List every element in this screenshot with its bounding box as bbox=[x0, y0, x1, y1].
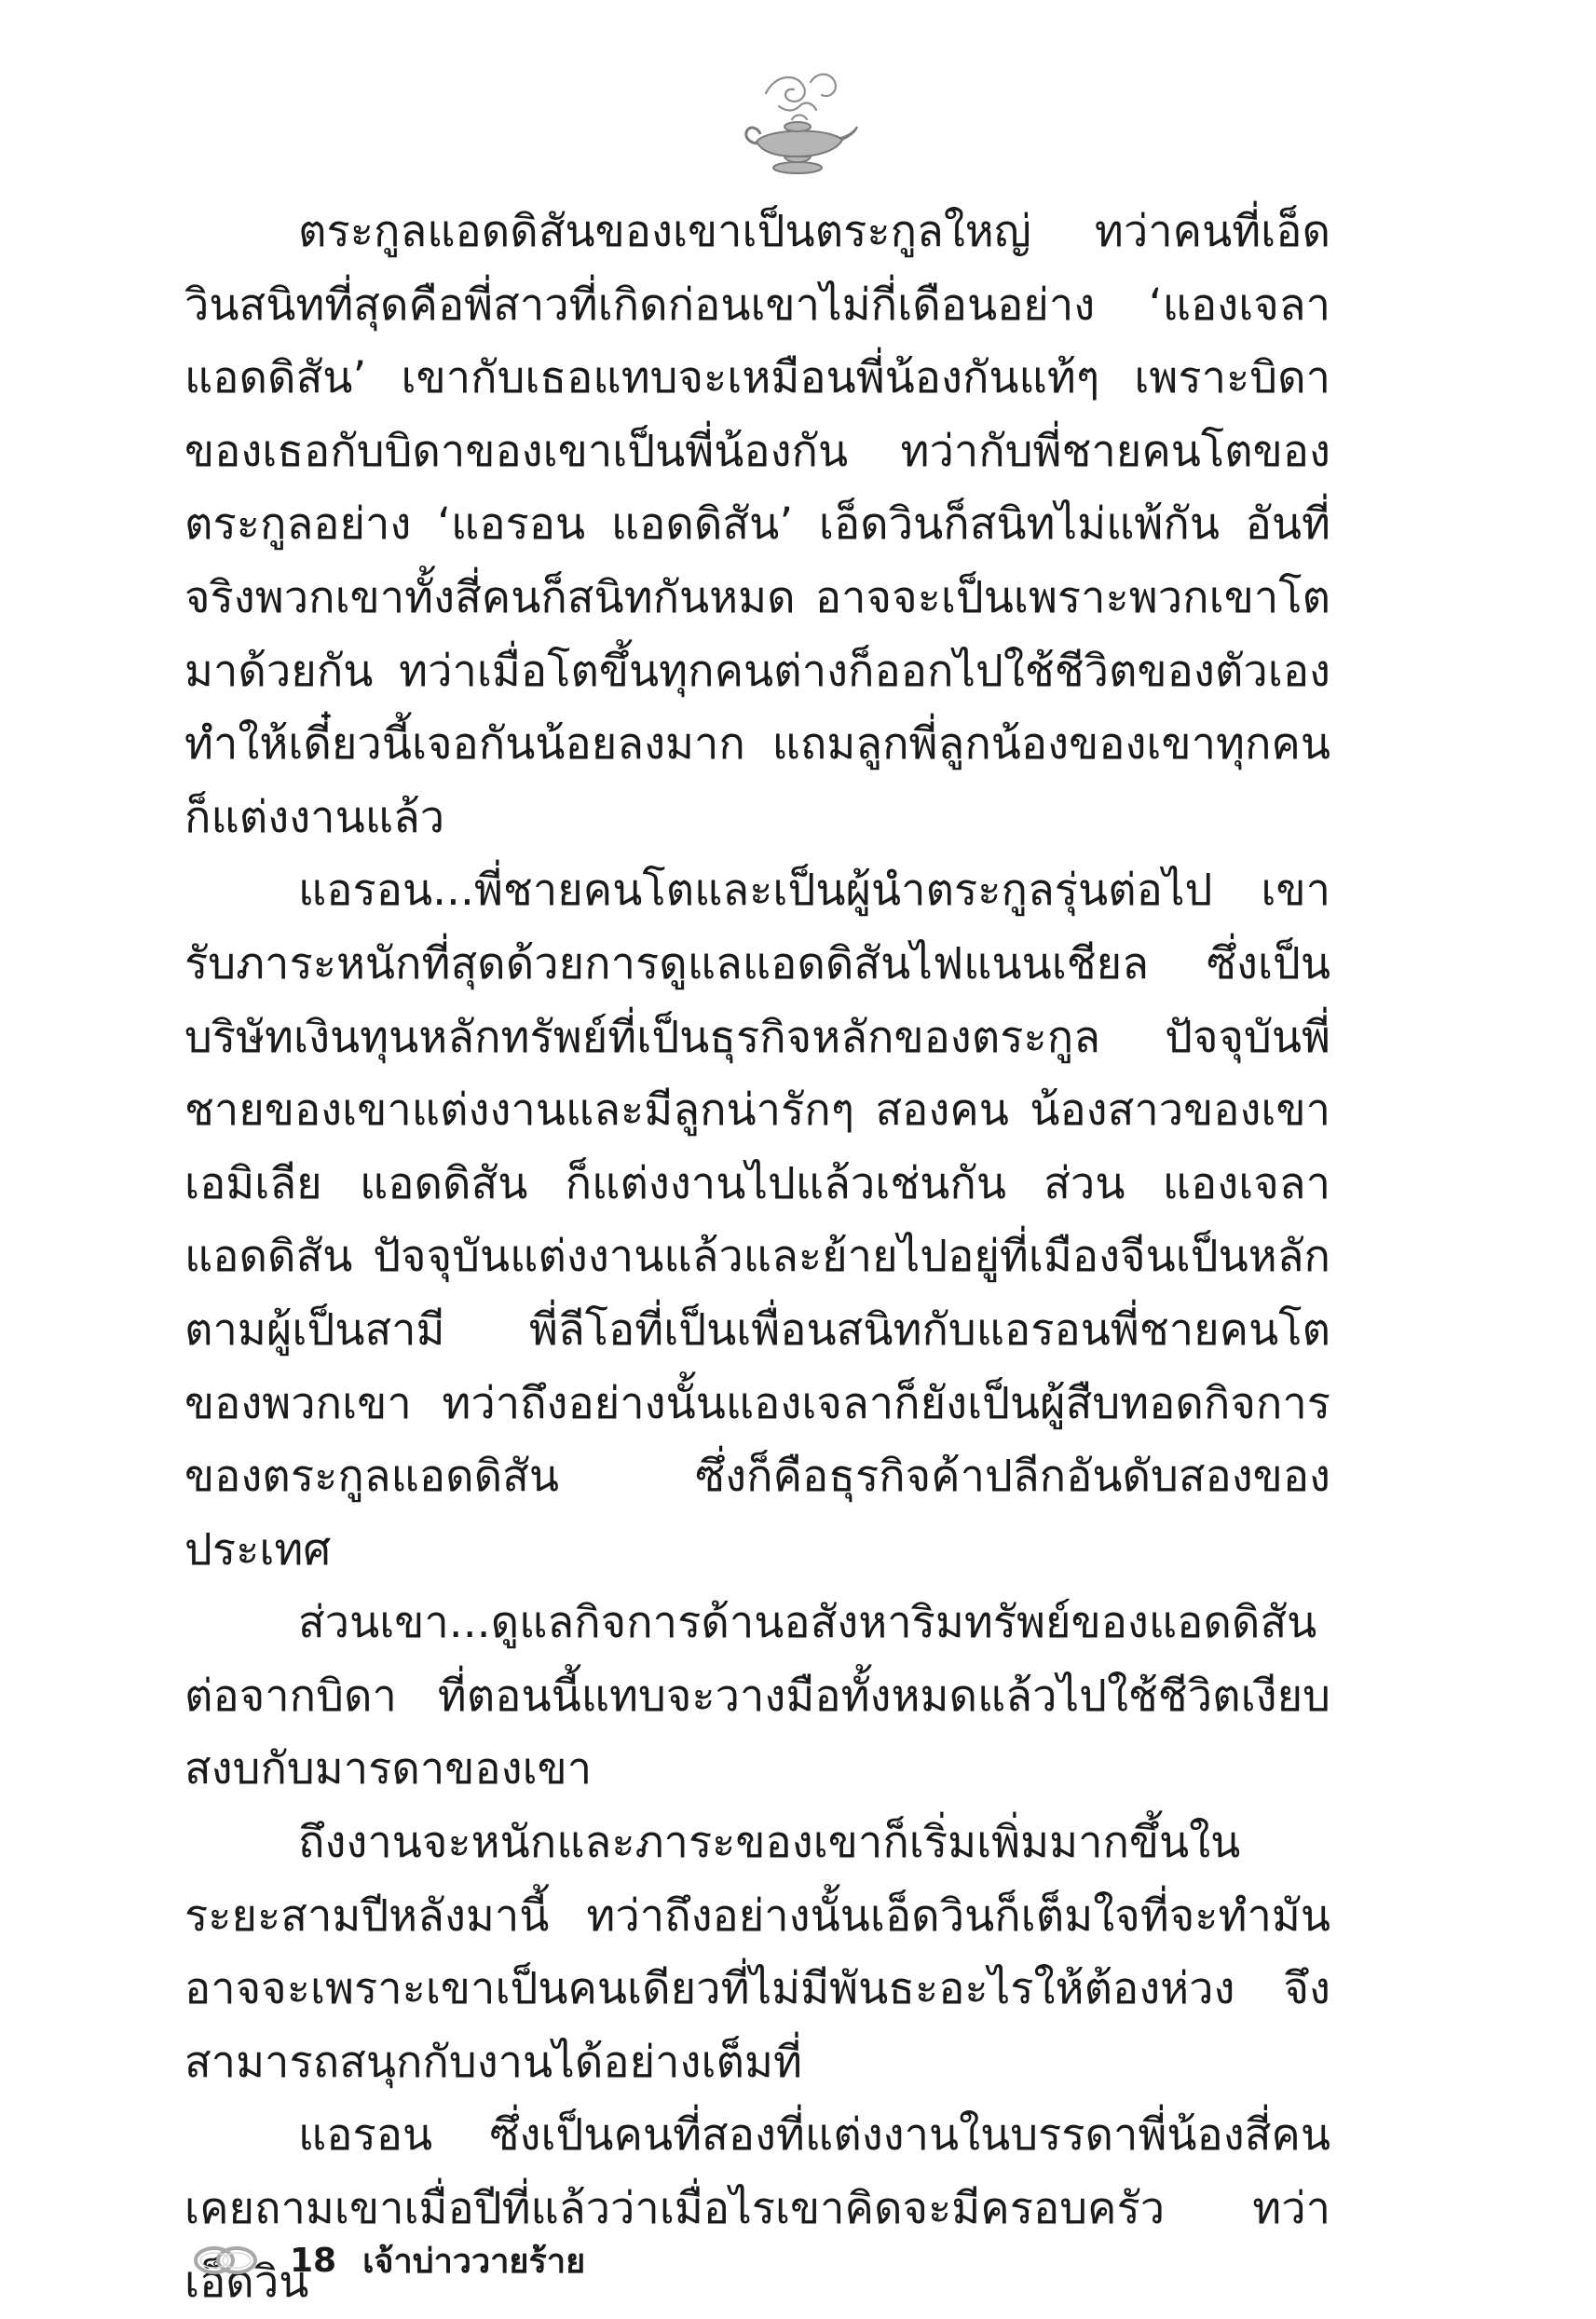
body-paragraph: แอรอน ซึ่งเป็นคนที่สองที่แต่งงานในบรรดาพี่น้องสี่คนเคยถามเขาเมื่อปีที่แล้วว่าเมื่อไรเขาคิดจะมีครอบครัว ทว่าเอ็ดวิน bbox=[184, 2109, 1330, 2308]
body-paragraph: ตระกูลแอดดิสันของเขาเป็นตระกูลใหญ่ ทว่าคนที่เอ็ดวินสนิทที่สุดคือพี่สาวที่เกิดก่อนเขาไม่กี่เดือนอย่าง ‘แองเจลา แอดดิสัน’ เขากับเธอแทบจะเหมือนพี่น้องกันแท้ๆ เพราะบิดาของเธอกับบิดาของเขาเป็นพี่น้องกัน ทว่ากับพี่ชายคนโตของตระกูลอย่าง ‘แอรอน แอดดิสัน’ เอ็ดวินก็สนิทไม่แพ้กัน อันที่จริงพวกเขาทั้งสี่คนก็สนิทกันหมด อาจจะเป็นเพราะพวกเขาโตมาด้วยกัน ทว่าเมื่อโตขึ้นทุกคนต่างก็ออกไปใช้ชีวิตของตัวเอง ทำให้เดี๋ยวนี้เจอกันน้อยลงมาก แถมลูกพี่ลูกน้องของเขาทุกคนก็แต่งงานแล้ว bbox=[184, 206, 1330, 843]
chapter-body bbox=[184, 196, 1330, 2319]
body-paragraph: ส่วนเขา...ดูแลกิจการด้านอสังหาริมทรัพย์ของแอดดิสันต่อจากบิดา ที่ตอนนี้แทบจะวางมือทั้งหมดแล้วไปใช้ชีวิตเงียบสงบกับมารดาของเขา bbox=[184, 1597, 1330, 1795]
book-title: เจ้าบ่าววายร้าย bbox=[362, 2242, 586, 2281]
interlocked-rings-icon bbox=[189, 2242, 262, 2279]
body-paragraph: ถึงงานจะหนักและภาระของเขาก็เริ่มเพิ่มมากขึ้นในระยะสามปีหลังมานี้ ทว่าถึงอย่างนั้นเอ็ดวินก็เต็มใจที่จะทำมัน อาจจะเพราะเขาเป็นคนเดียวที่ไม่มีพันธะอะไรให้ต้องห่วง จึงสามารถสนุกกับงานได้อย่างเต็มที่ bbox=[184, 1817, 1330, 2088]
page-footer bbox=[189, 2232, 585, 2288]
page-number: 18 bbox=[290, 2241, 337, 2280]
body-paragraph: แอรอน...พี่ชายคนโตและเป็นผู้นำตระกูลรุ่นต่อไป เขารับภาระหนักที่สุดด้วยการดูแลแอดดิสันไฟแนนเชียล ซึ่งเป็นบริษัทเงินทุนหลักทรัพย์ที่เป็นธุรกิจหลักของตระกูล ปัจจุบันพี่ชายของเขาแต่งงานและมีลูกน่ารักๆ สองคน น้องสาวของเขา เอมิเลีย แอดดิสัน ก็แต่งงานไปแล้วเช่นกัน ส่วน แองเจลา แอดดิสัน ปัจจุบันแต่งงานแล้วและย้ายไปอยู่ที่เมืองจีนเป็นหลักตามผู้เป็นสามี พี่ลีโอที่เป็นเพื่อนสนิทกับแอรอนพี่ชายคนโตของพวกเขา ทว่าถึงอย่างนั้นแองเจลาก็ยังเป็นผู้สืบทอดกิจการของตระกูลแอดดิสัน ซึ่งก็คือธุรกิจค้าปลีกอันดับสองของประเทศ bbox=[184, 865, 1330, 1576]
magic-lamp-icon bbox=[738, 65, 859, 177]
